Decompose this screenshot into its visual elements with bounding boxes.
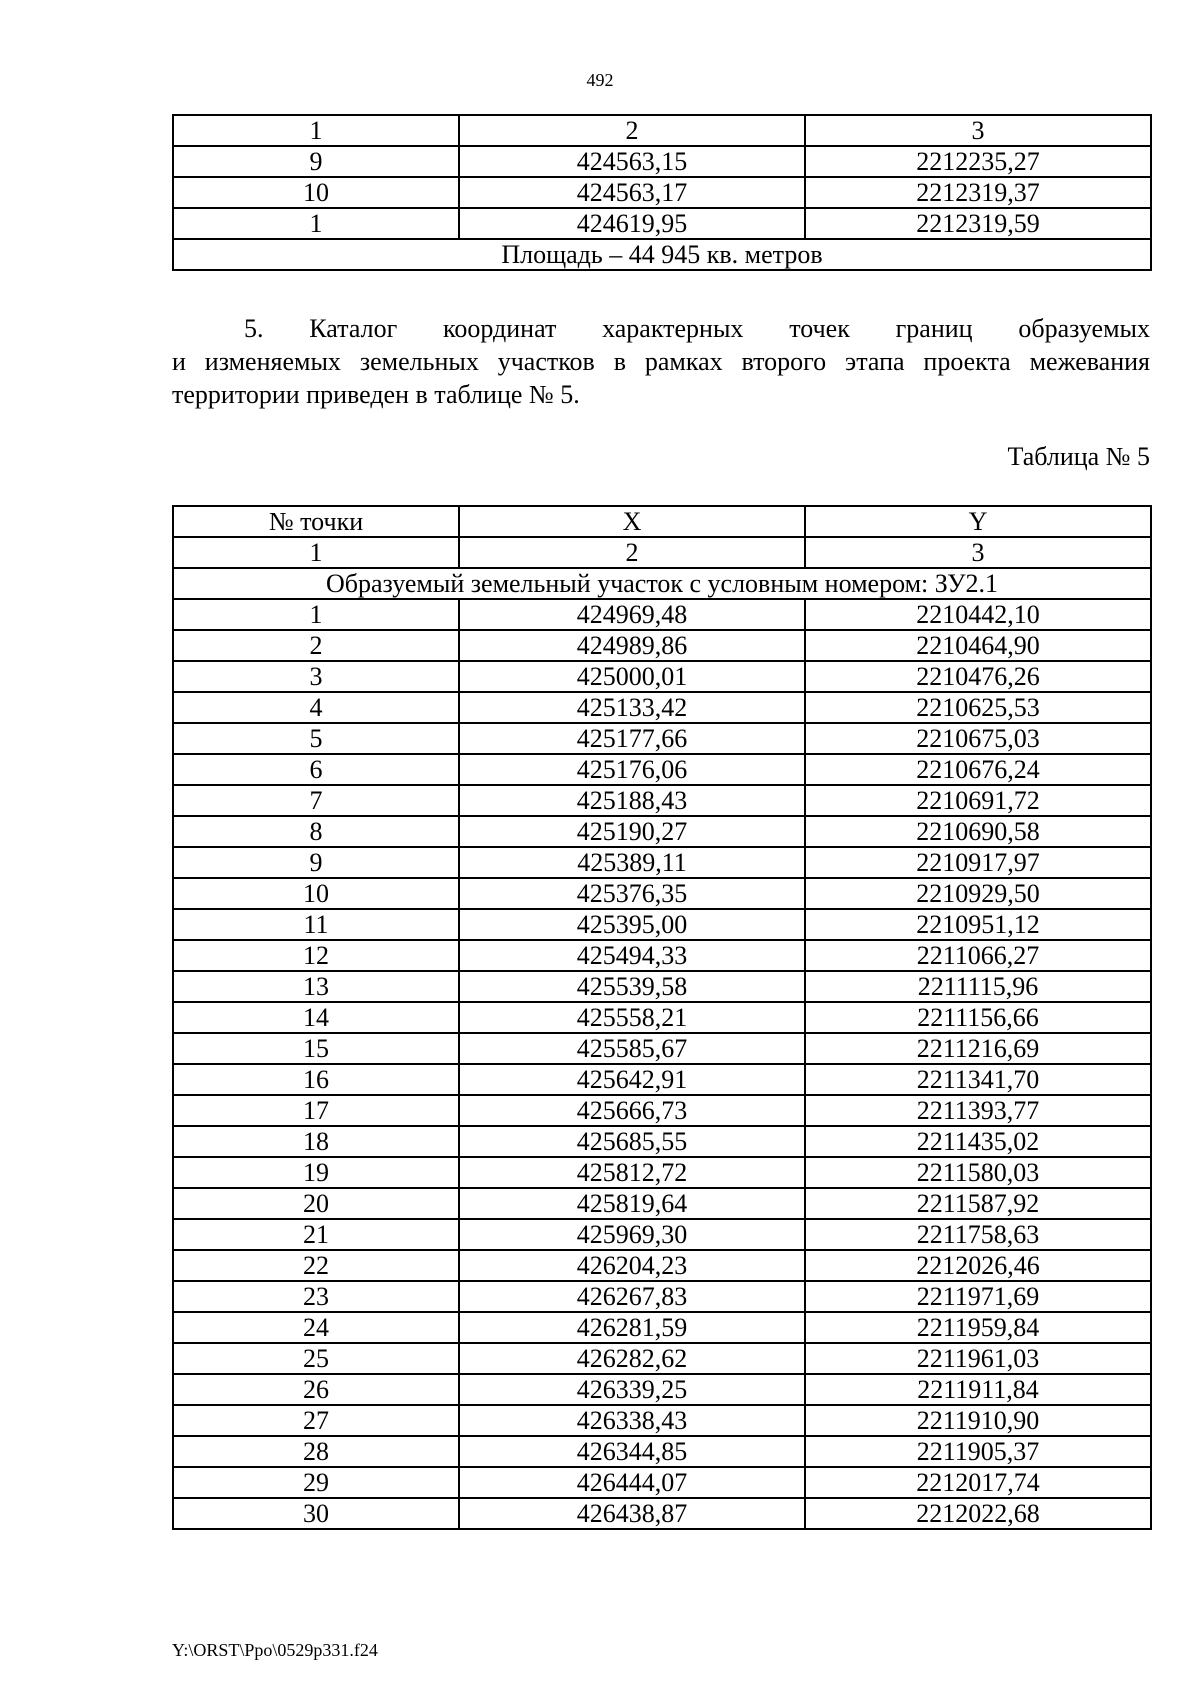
paragraph-line: и изменяемых земельных участков в рамках второго этапа проекта межевания <box>172 347 1150 376</box>
coordinates-table-5 <box>172 505 1152 1530</box>
x-coordinate-cell: 425188,43 <box>459 785 805 816</box>
point-number-cell: 17 <box>173 1095 459 1126</box>
point-number-cell: 26 <box>173 1374 459 1405</box>
table-row <box>173 1219 1151 1250</box>
file-path-footer: Y:\ORST\Ppo\0529p331.f24 <box>172 1640 378 1660</box>
y-coordinate-cell: 2210691,72 <box>805 785 1151 816</box>
point-number-cell: 22 <box>173 1250 459 1281</box>
column-header-y: Y <box>805 506 1151 537</box>
point-number-cell: 7 <box>173 785 459 816</box>
y-coordinate-cell: 2211341,70 <box>805 1064 1151 1095</box>
column-number-cell: 1 <box>173 115 459 146</box>
table-row <box>173 208 1151 239</box>
table-row <box>173 1498 1151 1529</box>
y-coordinate-cell: 2211959,84 <box>805 1312 1151 1343</box>
x-coordinate-cell: 426282,62 <box>459 1343 805 1374</box>
point-number-cell: 30 <box>173 1498 459 1529</box>
x-coordinate-cell: 426438,87 <box>459 1498 805 1529</box>
x-coordinate-cell: 425685,55 <box>459 1126 805 1157</box>
table-row <box>173 146 1151 177</box>
x-coordinate-cell: 426267,83 <box>459 1281 805 1312</box>
table-row <box>173 1343 1151 1374</box>
page-number: 492 <box>586 70 614 90</box>
point-number-cell: 24 <box>173 1312 459 1343</box>
x-coordinate-cell: 425539,58 <box>459 971 805 1002</box>
table-row <box>173 1064 1151 1095</box>
point-number-cell: 9 <box>173 847 459 878</box>
point-number-cell: 3 <box>173 661 459 692</box>
y-coordinate-cell: 2210690,58 <box>805 816 1151 847</box>
table-row <box>173 1374 1151 1405</box>
column-number-cell: 3 <box>805 537 1151 568</box>
point-number-cell: 13 <box>173 971 459 1002</box>
y-coordinate-cell: 2212319,59 <box>805 208 1151 239</box>
y-coordinate-cell: 2211115,96 <box>805 971 1151 1002</box>
x-coordinate-cell: 425000,01 <box>459 661 805 692</box>
y-coordinate-cell: 2211971,69 <box>805 1281 1151 1312</box>
y-coordinate-cell: 2210464,90 <box>805 630 1151 661</box>
column-number-cell: 3 <box>805 115 1151 146</box>
table-caption: Таблица № 5 <box>1007 442 1150 471</box>
x-coordinate-cell: 426339,25 <box>459 1374 805 1405</box>
table-row <box>173 630 1151 661</box>
y-coordinate-cell: 2210676,24 <box>805 754 1151 785</box>
y-coordinate-cell: 2210917,97 <box>805 847 1151 878</box>
coordinates-table-continued <box>172 114 1152 271</box>
y-coordinate-cell: 2211911,84 <box>805 1374 1151 1405</box>
column-number-cell: 2 <box>459 537 805 568</box>
area-row <box>173 239 1151 270</box>
x-coordinate-cell: 426338,43 <box>459 1405 805 1436</box>
y-coordinate-cell: 2210929,50 <box>805 878 1151 909</box>
table-row <box>173 723 1151 754</box>
point-number-cell: 10 <box>173 878 459 909</box>
point-number-cell: 9 <box>173 146 459 177</box>
x-coordinate-cell: 424969,48 <box>459 599 805 630</box>
y-coordinate-cell: 2210951,12 <box>805 909 1151 940</box>
x-coordinate-cell: 424989,86 <box>459 630 805 661</box>
y-coordinate-cell: 2211905,37 <box>805 1436 1151 1467</box>
point-number-cell: 20 <box>173 1188 459 1219</box>
y-coordinate-cell: 2211216,69 <box>805 1033 1151 1064</box>
point-number-cell: 18 <box>173 1126 459 1157</box>
body-paragraph <box>172 312 1150 411</box>
point-number-cell: 8 <box>173 816 459 847</box>
table-row <box>173 1095 1151 1126</box>
y-coordinate-cell: 2212017,74 <box>805 1467 1151 1498</box>
x-coordinate-cell: 425376,35 <box>459 878 805 909</box>
y-coordinate-cell: 2212026,46 <box>805 1250 1151 1281</box>
x-coordinate-cell: 425133,42 <box>459 692 805 723</box>
x-coordinate-cell: 425395,00 <box>459 909 805 940</box>
table-numbering-row <box>173 115 1151 146</box>
table-row <box>173 1188 1151 1219</box>
y-coordinate-cell: 2212022,68 <box>805 1498 1151 1529</box>
table-row <box>173 1002 1151 1033</box>
x-coordinate-cell: 426281,59 <box>459 1312 805 1343</box>
x-coordinate-cell: 426444,07 <box>459 1467 805 1498</box>
paragraph-line: 5. Каталог координат характерных точек границ образуемых <box>244 314 1150 343</box>
x-coordinate-cell: 424619,95 <box>459 208 805 239</box>
x-coordinate-cell: 425177,66 <box>459 723 805 754</box>
x-coordinate-cell: 425558,21 <box>459 1002 805 1033</box>
point-number-cell: 16 <box>173 1064 459 1095</box>
point-number-cell: 4 <box>173 692 459 723</box>
table-row <box>173 1250 1151 1281</box>
table-row <box>173 816 1151 847</box>
x-coordinate-cell: 425666,73 <box>459 1095 805 1126</box>
point-number-cell: 11 <box>173 909 459 940</box>
table-row <box>173 1157 1151 1188</box>
point-number-cell: 1 <box>173 599 459 630</box>
y-coordinate-cell: 2211435,02 <box>805 1126 1151 1157</box>
x-coordinate-cell: 425190,27 <box>459 816 805 847</box>
column-header-point: № точки <box>173 506 459 537</box>
table-row <box>173 599 1151 630</box>
x-coordinate-cell: 425812,72 <box>459 1157 805 1188</box>
table-row <box>173 878 1151 909</box>
x-coordinate-cell: 424563,17 <box>459 177 805 208</box>
table-body <box>173 146 1151 239</box>
y-coordinate-cell: 2211961,03 <box>805 1343 1151 1374</box>
section-title: Образуемый земельный участок с условным номером: ЗУ2.1 <box>173 568 1151 599</box>
column-header-x: X <box>459 506 805 537</box>
point-number-cell: 1 <box>173 208 459 239</box>
table-row <box>173 1436 1151 1467</box>
y-coordinate-cell: 2210476,26 <box>805 661 1151 692</box>
point-number-cell: 28 <box>173 1436 459 1467</box>
table-row <box>173 177 1151 208</box>
point-number-cell: 6 <box>173 754 459 785</box>
x-coordinate-cell: 424563,15 <box>459 146 805 177</box>
point-number-cell: 29 <box>173 1467 459 1498</box>
x-coordinate-cell: 425969,30 <box>459 1219 805 1250</box>
point-number-cell: 10 <box>173 177 459 208</box>
y-coordinate-cell: 2211156,66 <box>805 1002 1151 1033</box>
section-row <box>173 568 1151 599</box>
x-coordinate-cell: 425494,33 <box>459 940 805 971</box>
table-numbering-row <box>173 537 1151 568</box>
y-coordinate-cell: 2211066,27 <box>805 940 1151 971</box>
y-coordinate-cell: 2210675,03 <box>805 723 1151 754</box>
y-coordinate-cell: 2211910,90 <box>805 1405 1151 1436</box>
point-number-cell: 5 <box>173 723 459 754</box>
table-row <box>173 692 1151 723</box>
table-row <box>173 1281 1151 1312</box>
table-row <box>173 1467 1151 1498</box>
point-number-cell: 14 <box>173 1002 459 1033</box>
column-number-cell: 1 <box>173 537 459 568</box>
y-coordinate-cell: 2210625,53 <box>805 692 1151 723</box>
y-coordinate-cell: 2212235,27 <box>805 146 1151 177</box>
point-number-cell: 25 <box>173 1343 459 1374</box>
table-row <box>173 909 1151 940</box>
y-coordinate-cell: 2211587,92 <box>805 1188 1151 1219</box>
point-number-cell: 27 <box>173 1405 459 1436</box>
table-row <box>173 754 1151 785</box>
x-coordinate-cell: 425176,06 <box>459 754 805 785</box>
y-coordinate-cell: 2212319,37 <box>805 177 1151 208</box>
point-number-cell: 19 <box>173 1157 459 1188</box>
y-coordinate-cell: 2211580,03 <box>805 1157 1151 1188</box>
y-coordinate-cell: 2211758,63 <box>805 1219 1151 1250</box>
y-coordinate-cell: 2210442,10 <box>805 599 1151 630</box>
x-coordinate-cell: 425819,64 <box>459 1188 805 1219</box>
table-body <box>173 599 1151 1529</box>
point-number-cell: 15 <box>173 1033 459 1064</box>
paragraph-line: территории приведен в таблице № 5. <box>172 380 580 409</box>
x-coordinate-cell: 425585,67 <box>459 1033 805 1064</box>
table-row <box>173 1033 1151 1064</box>
x-coordinate-cell: 426344,85 <box>459 1436 805 1467</box>
point-number-cell: 2 <box>173 630 459 661</box>
table-row <box>173 971 1151 1002</box>
table-row <box>173 847 1151 878</box>
x-coordinate-cell: 425642,91 <box>459 1064 805 1095</box>
table-row <box>173 1126 1151 1157</box>
point-number-cell: 21 <box>173 1219 459 1250</box>
y-coordinate-cell: 2211393,77 <box>805 1095 1151 1126</box>
table-row <box>173 1405 1151 1436</box>
table-row <box>173 940 1151 971</box>
x-coordinate-cell: 425389,11 <box>459 847 805 878</box>
area-cell: Площадь – 44 945 кв. метров <box>173 239 1151 270</box>
point-number-cell: 12 <box>173 940 459 971</box>
table-row <box>173 1312 1151 1343</box>
table-row <box>173 661 1151 692</box>
point-number-cell: 23 <box>173 1281 459 1312</box>
table-header-row <box>173 506 1151 537</box>
x-coordinate-cell: 426204,23 <box>459 1250 805 1281</box>
column-number-cell: 2 <box>459 115 805 146</box>
table-row <box>173 785 1151 816</box>
